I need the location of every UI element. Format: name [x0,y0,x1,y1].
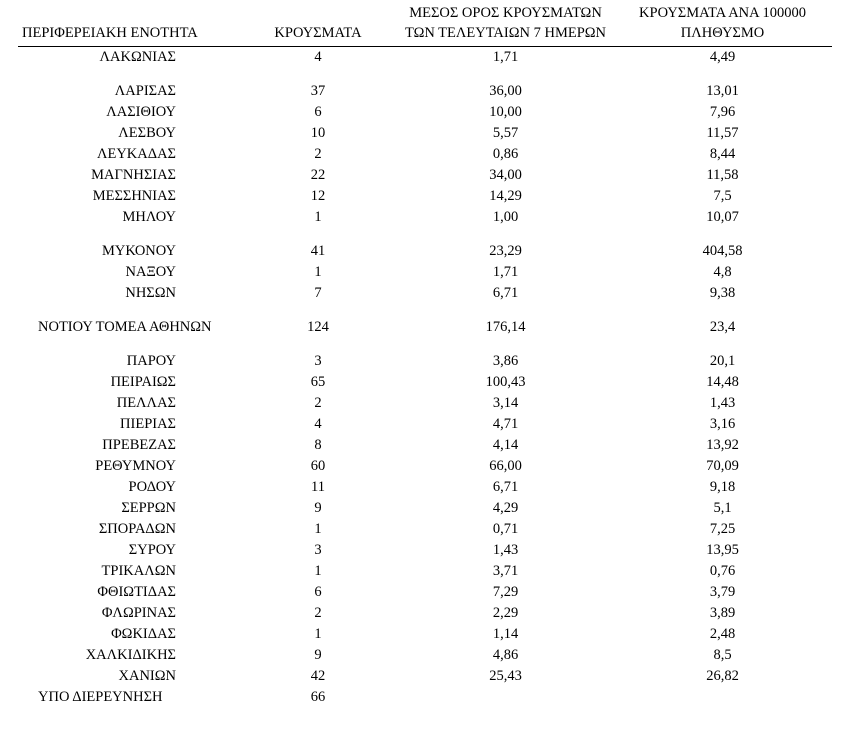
table-row [18,165,832,186]
cell-per100k [613,687,832,708]
cell-per100k: 3,89 [709,605,736,622]
cell-avg7: 0,71 [492,521,519,538]
cell-per100k: 5,1 [713,500,732,517]
cell-avg7: 3,14 [492,395,519,412]
cell-region: ΠΡΕΒΕΖΑΣ [102,437,176,454]
table-spacer-row [18,68,832,81]
table-spacer-row [18,338,832,351]
cell-per100k: 8,5 [713,647,732,664]
cell-region: ΣΕΡΡΩΝ [121,500,176,517]
cell-avg7 [398,687,613,708]
table-row [18,561,832,582]
table-spacer-cell [18,338,832,351]
table-row [18,144,832,165]
table-row [18,207,832,228]
column-header-avg7 [398,4,613,47]
cell-region: ΧΑΝΙΩΝ [118,668,176,685]
table-spacer-cell [18,228,832,241]
cell-avg7: 100,43 [485,374,526,391]
cell-cases: 124 [307,319,329,336]
cell-region: ΜΥΚΟΝΟΥ [101,243,176,260]
cell-region: ΡΟΔΟΥ [128,479,176,496]
cell-per100k: 23,4 [709,319,736,336]
cell-avg7: 66,00 [489,458,522,475]
table-spacer-row [18,228,832,241]
cell-avg7: 4,71 [492,416,519,433]
cell-cases: 7 [314,285,322,302]
document-page [0,4,868,751]
cell-per100k: 70,09 [706,458,739,475]
cell-cases: 11 [311,479,325,496]
cell-region: ΝΑΞΟΥ [125,264,176,281]
column-header-avg7-line2: ΤΩΝ ΤΕΛΕΥΤΑΙΩΝ 7 ΗΜΕΡΩΝ [404,24,607,41]
cell-per100k: 4,8 [713,264,732,281]
column-header-per100k [613,4,832,47]
cell-region: ΦΘΙΩΤΙΔΑΣ [97,584,176,601]
cell-per100k: 11,57 [706,125,739,142]
table-row [18,351,832,372]
column-header-cases [238,4,398,47]
table-row [18,687,832,708]
cell-cases: 9 [314,500,322,517]
cell-cases: 65 [310,374,326,391]
table-row [18,624,832,645]
cell-cases: 12 [310,188,326,205]
cell-avg7: 10,00 [489,104,522,121]
cell-avg7: 5,57 [492,125,519,142]
table-spacer-cell [18,304,832,317]
cell-region: ΛΕΥΚΑΔΑΣ [96,146,176,163]
cell-avg7: 14,29 [489,188,522,205]
cell-region: ΠΕΙΡΑΙΩΣ [110,374,176,391]
cell-avg7: 0,86 [492,146,519,163]
cell-region: ΛΑΣΙΘΙΟΥ [106,104,176,121]
table-row [18,81,832,102]
cell-region: ΣΥΡΟΥ [128,542,176,559]
cell-per100k: 7,25 [709,521,736,538]
table-row [18,393,832,414]
cell-per100k: 8,44 [709,146,736,163]
cell-per100k: 10,07 [706,209,739,226]
cell-avg7: 3,86 [492,353,519,370]
cell-per100k: 9,38 [709,285,736,302]
table-row [18,645,832,666]
cell-region: ΝΗΣΩΝ [125,285,176,302]
table-row [18,519,832,540]
cell-avg7: 1,43 [492,542,519,559]
column-header-avg7-line1: ΜΕΣΟΣ ΟΡΟΣ ΚΡΟΥΣΜΑΤΩΝ [409,5,602,21]
cell-avg7: 3,71 [492,563,519,580]
cell-region: ΦΩΚΙΔΑΣ [111,626,176,643]
cell-per100k: 4,49 [709,49,736,66]
cell-cases: 1 [314,626,322,643]
cell-per100k: 26,82 [706,668,739,685]
cell-cases: 8 [314,437,322,454]
cell-avg7: 25,43 [489,668,522,685]
cell-region: ΦΛΩΡΙΝΑΣ [101,605,176,622]
cell-region: ΝΟΤΙΟΥ ΤΟΜΕΑ ΑΘΗΝΩΝ [38,319,212,336]
table-spacer-cell [18,68,832,81]
cell-region: ΛΑΚΩΝΙΑΣ [99,49,176,66]
table-row [18,540,832,561]
table-row [18,582,832,603]
column-header-region-label: ΠΕΡΙΦΕΡΕΙΑΚΗ ΕΝΟΤΗΤΑ [22,24,198,41]
cell-cases: 2 [314,146,322,163]
cell-cases: 22 [310,167,326,184]
table-row [18,456,832,477]
cell-per100k: 0,76 [709,563,736,580]
column-header-per100k-line1: ΚΡΟΥΣΜΑΤΑ ΑΝΑ 100000 [639,5,806,21]
cell-cases: 3 [314,542,322,559]
cell-cases: 41 [310,243,326,260]
table-row [18,102,832,123]
cell-cases: 1 [314,521,322,538]
cell-avg7: 4,86 [492,647,519,664]
table-row [18,317,832,338]
cell-region: ΠΕΛΛΑΣ [116,395,176,412]
cell-per100k: 11,58 [706,167,739,184]
cell-avg7: 6,71 [492,479,519,496]
cell-cases: 1 [314,563,322,580]
cell-per100k: 1,43 [709,395,736,412]
cell-cases: 10 [310,125,326,142]
cell-avg7: 34,00 [489,167,522,184]
cell-avg7: 1,14 [492,626,519,643]
cell-cases: 1 [314,264,322,281]
cell-avg7: 176,14 [485,319,526,336]
cell-avg7: 1,71 [492,264,519,281]
cell-cases: 9 [314,647,322,664]
table-row [18,241,832,262]
cell-avg7: 1,00 [492,209,519,226]
table-row [18,186,832,207]
cell-region: ΠΙΕΡΙΑΣ [120,416,176,433]
cell-avg7: 6,71 [492,285,519,302]
column-header-region [18,4,238,47]
cell-region: ΜΗΛΟΥ [122,209,176,226]
cell-per100k: 20,1 [709,353,736,370]
table-row [18,283,832,304]
cell-per100k: 7,96 [709,104,736,121]
cell-region: ΛΕΣΒΟΥ [118,125,176,142]
cell-cases: 3 [314,353,322,370]
cell-cases: 42 [310,668,326,685]
table-spacer-row [18,304,832,317]
cases-by-region-table [18,4,832,708]
cell-region: ΠΑΡΟΥ [126,353,176,370]
cell-per100k: 2,48 [709,626,736,643]
table-header [18,4,832,47]
cell-avg7: 7,29 [492,584,519,601]
cell-region: ΜΑΓΝΗΣΙΑΣ [91,167,176,184]
table-row [18,262,832,283]
table-row [18,414,832,435]
cell-region: ΣΠΟΡΑΔΩΝ [98,521,176,538]
cell-per100k: 13,01 [706,83,739,100]
cell-cases: 6 [314,584,322,601]
cell-cases: 66 [310,689,326,706]
table-row [18,666,832,687]
table-row [18,498,832,519]
cell-per100k: 404,58 [702,243,743,260]
cell-cases: 2 [314,395,322,412]
cell-region: ΡΕΘΥΜΝΟΥ [95,458,176,475]
column-header-per100k-line2: ΠΛΗΘΥΣΜΟ [680,24,765,41]
table-body [18,47,832,709]
column-header-cases-label: ΚΡΟΥΣΜΑΤΑ [274,24,362,41]
cell-per100k: 3,16 [709,416,736,433]
cell-avg7: 36,00 [489,83,522,100]
cell-cases: 37 [310,83,326,100]
cell-region: ΧΑΛΚΙΔΙΚΗΣ [85,647,176,664]
table-row [18,47,832,69]
cell-per100k: 13,95 [706,542,739,559]
table-row [18,603,832,624]
table-row [18,477,832,498]
cell-avg7: 4,29 [492,500,519,517]
cell-cases: 6 [314,104,322,121]
cell-avg7: 2,29 [492,605,519,622]
cell-per100k: 7,5 [713,188,732,205]
cell-region: ΛΑΡΙΣΑΣ [114,83,176,100]
cell-avg7: 4,14 [492,437,519,454]
cell-cases: 1 [314,209,322,226]
cell-cases: 4 [314,416,322,433]
cell-cases: 4 [314,49,322,66]
cell-per100k: 13,92 [706,437,739,454]
table-row [18,372,832,393]
cell-region: ΤΡΙΚΑΛΩΝ [101,563,176,580]
cell-avg7: 23,29 [489,243,522,260]
cell-per100k: 9,18 [709,479,736,496]
table-row [18,435,832,456]
table-row [18,123,832,144]
cell-per100k: 3,79 [709,584,736,601]
cell-avg7: 1,71 [492,49,519,66]
cell-cases: 60 [310,458,326,475]
cell-per100k: 14,48 [706,374,739,391]
cell-region: ΜΕΣΣΗΝΙΑΣ [92,188,176,205]
cell-region: ΥΠΟ ΔΙΕΡΕΥΝΗΣΗ [38,689,163,706]
cell-cases: 2 [314,605,322,622]
